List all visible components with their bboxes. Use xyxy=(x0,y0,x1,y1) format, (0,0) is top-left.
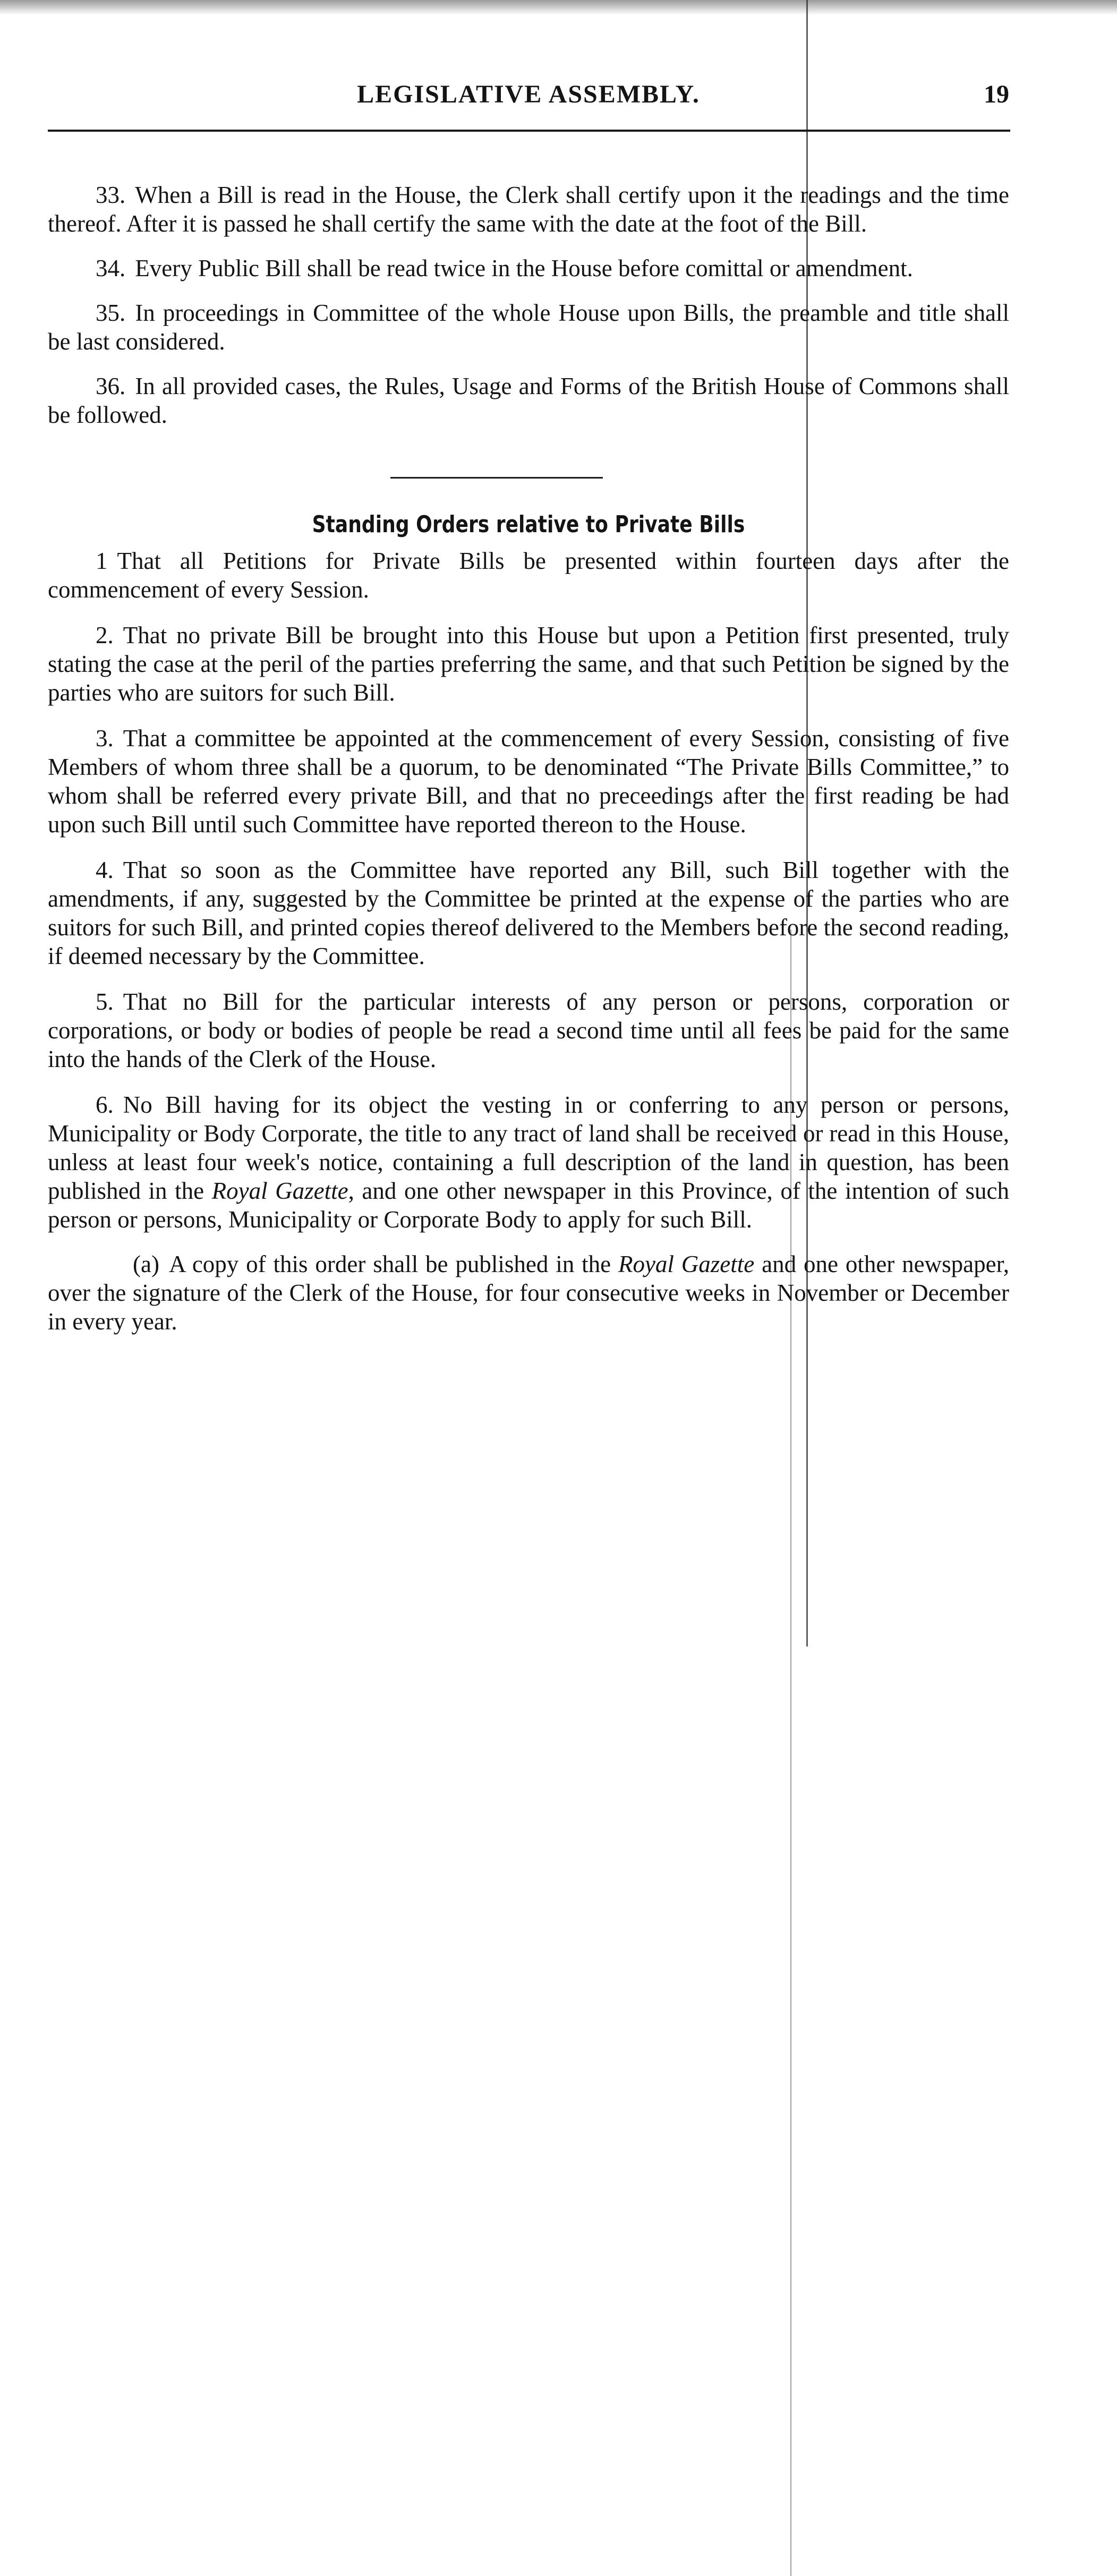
rule-number: 34. xyxy=(96,255,126,282)
order-5 xyxy=(48,987,1009,1073)
rule-text: Every Public Bill shall be read twice in the House before comittal or amendment. xyxy=(135,255,913,282)
rule-number: 33. xyxy=(96,182,126,208)
order-text: That all Petitions for Private Bills be presented within fourteen days after the commencement of every Session. xyxy=(48,548,1009,603)
order-number: 5. xyxy=(96,988,114,1015)
order-6 xyxy=(48,1090,1009,1234)
order-number: 1 xyxy=(96,548,108,574)
order-number: 2. xyxy=(96,622,114,649)
section-heading: Standing Orders relative to Private Bills xyxy=(312,511,745,538)
running-head: LEGISLATIVE ASSEMBLY. xyxy=(357,80,700,108)
rule-33 xyxy=(48,181,1009,238)
order-number: 3. xyxy=(96,725,114,752)
order-text: No Bill having for its object the vesting in or conferring to any person or persons, Municipality or Body Corporate, the title to any tract of land shall be received or read in this House, unless at least four week's notice, containing a full description of the land in question, has been published in the xyxy=(48,1091,1009,1204)
page-number: 19 xyxy=(984,80,1009,108)
newspaper-name: Royal Gazette xyxy=(211,1178,348,1204)
rule-text: In all provided cases, the Rules, Usage and Forms of the British House of Commons shall be followed. xyxy=(48,373,1009,428)
order-1 xyxy=(48,547,1009,604)
order-text: That no Bill for the particular interests of any person or persons, corporation or corporations, or body or bodies of people be read a second time until all fees be paid for the same into the hands of the Clerk of the House. xyxy=(48,988,1009,1072)
rule-36 xyxy=(48,372,1009,429)
rule-number: 35. xyxy=(96,300,126,326)
header-rule xyxy=(48,130,1010,132)
scan-shadow xyxy=(0,0,1117,15)
order-number: 6. xyxy=(96,1091,114,1118)
order-2 xyxy=(48,621,1009,707)
section-divider xyxy=(390,477,603,479)
order-number: 4. xyxy=(96,857,114,883)
rule-34 xyxy=(48,254,1009,283)
order-6a xyxy=(48,1250,1009,1336)
order-text: That a committee be appointed at the commencement of every Session, consisting of five Members of whom three shall be a quorum, to be denominated “The Private Bills Committee,” to whom shall be referred every private Bill, and that no preceedings after the first reading be had upon such Bill until such Committee have reported thereon to the House. xyxy=(48,725,1009,838)
rule-35 xyxy=(48,298,1009,356)
order-3 xyxy=(48,724,1009,839)
document-body xyxy=(48,181,1009,1336)
page-header xyxy=(48,80,1009,112)
subclause-label: (a) xyxy=(133,1251,159,1277)
order-text: That so soon as the Committee have reported any Bill, such Bill together with the amendments, if any, suggested by the Committee be printed at the expense of the parties who are suitors for such Bill, and printed copies thereof delivered to the Members before the second reading, if deemed necessary by the Committee. xyxy=(48,857,1009,969)
rule-text: When a Bill is read in the House, the Clerk shall certify upon it the readings and the time thereof. After it is passed he shall certify the same with the date at the foot of the Bill. xyxy=(48,182,1009,237)
order-4 xyxy=(48,856,1009,970)
order-text: That no private Bill be brought into this House but upon a Petition first presented, truly stating the case at the peril of the parties preferring the same, and that such Petition be signed by the parties who are suitors for such Bill. xyxy=(48,622,1009,706)
order-text: and one other newspaper, over the signature of the Clerk of the House, for four consecutive weeks in November or December in every year. xyxy=(48,1251,1010,1335)
rule-text: In proceedings in Committee of the whole House upon Bills, the preamble and title shall be last considered. xyxy=(48,300,1009,355)
order-text: , and one other newspaper in this Province, of the intention of such person or persons, Municipality or Corporate Body to apply for such Bill. xyxy=(48,1178,1009,1233)
newspaper-name: Royal Gazette xyxy=(618,1251,755,1277)
rule-number: 36. xyxy=(96,373,126,399)
order-text: A copy of this order shall be published in the xyxy=(168,1251,611,1277)
